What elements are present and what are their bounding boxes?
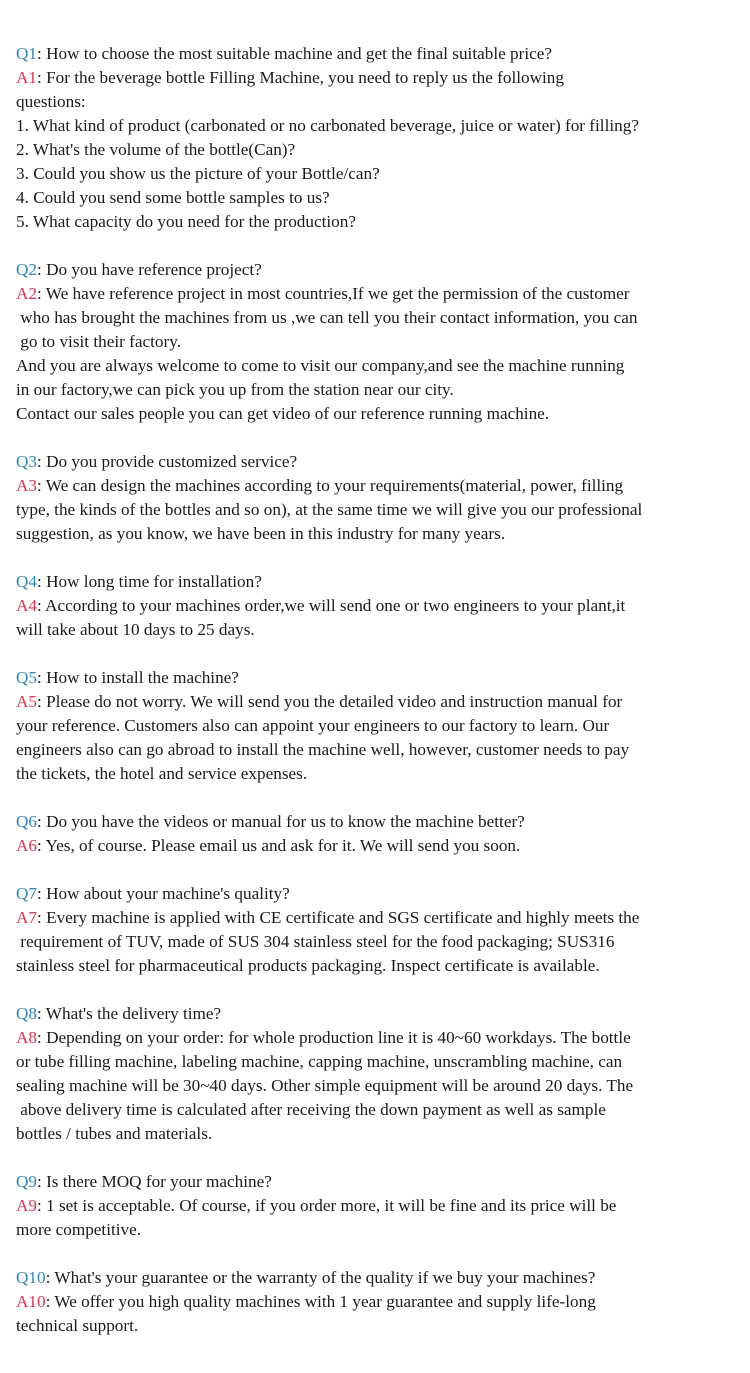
answer-line <box>16 162 748 186</box>
answer-text: sealing machine will be 30~40 days. Other simple equipment will be around 20 days. The <box>16 1076 634 1095</box>
question-tag: Q7 <box>16 884 38 903</box>
faq-item-q4 <box>16 570 748 642</box>
answer-text: : 1 set is acceptable. Of course, if you order more, it will be fine and its price will be <box>37 1196 617 1215</box>
answer-line <box>16 1050 748 1074</box>
answer-text: in our factory,we can pick you up from the station near our city. <box>16 380 454 399</box>
answer-line <box>16 138 748 162</box>
answer-text: stainless steel for pharmaceutical products packaging. Inspect certificate is available. <box>16 956 600 975</box>
answer-tag: A10 <box>16 1292 46 1311</box>
question-tag: Q2 <box>16 260 38 279</box>
answer-text: requirement of TUV, made of SUS 304 stainless steel for the food packaging; SUS316 <box>16 932 615 951</box>
answer-text: : Please do not worry. We will send you the detailed video and instruction manual for <box>37 692 623 711</box>
answer-tag: A8 <box>16 1028 38 1047</box>
answer-text: questions: <box>16 92 86 111</box>
answer-line <box>16 1098 748 1122</box>
question-line <box>16 1266 748 1290</box>
answer-text: : According to your machines order,we will send one or two engineers to your plant,it <box>37 596 626 615</box>
answer-line <box>16 498 748 522</box>
answer-text: : Yes, of course. Please email us and ask for it. We will send you soon. <box>37 836 521 855</box>
answer-text: : We have reference project in most countries,If we get the permission of the customer <box>37 284 630 303</box>
answer-text: And you are always welcome to come to visit our company,and see the machine running <box>16 356 625 375</box>
answer-text: type, the kinds of the bottles and so on), at the same time we will give you our professional <box>16 500 643 519</box>
question-line <box>16 810 748 834</box>
answer-tag: A7 <box>16 908 38 927</box>
question-tag: Q4 <box>16 572 38 591</box>
answer-line <box>16 594 748 618</box>
question-text: : How to install the machine? <box>37 668 239 687</box>
faq-list <box>16 42 748 1362</box>
question-tag: Q9 <box>16 1172 38 1191</box>
answer-text: more competitive. <box>16 1220 142 1239</box>
answer-line <box>16 1314 748 1338</box>
answer-tag: A2 <box>16 284 38 303</box>
question-text: : Do you provide customized service? <box>37 452 298 471</box>
answer-text: go to visit their factory. <box>16 332 181 351</box>
faq-item-q9 <box>16 1170 748 1242</box>
answer-line <box>16 1026 748 1050</box>
answer-line <box>16 762 748 786</box>
faq-item-q3 <box>16 450 748 546</box>
answer-line <box>16 330 748 354</box>
answer-text: 3. Could you show us the picture of your Bottle/can? <box>16 164 380 183</box>
answer-tag: A5 <box>16 692 38 711</box>
question-line <box>16 258 748 282</box>
answer-text: your reference. Customers also can appoint your engineers to our factory to learn. Our <box>16 716 610 735</box>
answer-text: the tickets, the hotel and service expenses. <box>16 764 308 783</box>
answer-text: suggestion, as you know, we have been in this industry for many years. <box>16 524 506 543</box>
question-line <box>16 570 748 594</box>
question-tag: Q1 <box>16 44 38 63</box>
answer-line <box>16 522 748 546</box>
question-text: : How long time for installation? <box>37 572 262 591</box>
answer-text: technical support. <box>16 1316 139 1335</box>
answer-line <box>16 378 748 402</box>
answer-line <box>16 714 748 738</box>
question-text: : How about your machine's quality? <box>37 884 290 903</box>
answer-tag: A1 <box>16 68 38 87</box>
answer-text: : Every machine is applied with CE certificate and SGS certificate and highly meets the <box>37 908 640 927</box>
question-tag: Q6 <box>16 812 38 831</box>
faq-item-q7 <box>16 882 748 978</box>
answer-text: 4. Could you send some bottle samples to us? <box>16 188 330 207</box>
answer-line <box>16 402 748 426</box>
question-text: : How to choose the most suitable machine and get the final suitable price? <box>37 44 553 63</box>
answer-text: engineers also can go abroad to install the machine well, however, customer needs to pay <box>16 740 630 759</box>
answer-line <box>16 738 748 762</box>
question-line <box>16 450 748 474</box>
question-tag: Q8 <box>16 1004 38 1023</box>
question-line <box>16 882 748 906</box>
question-text: : Do you have the videos or manual for us to know the machine better? <box>37 812 525 831</box>
faq-item-q10 <box>16 1266 748 1338</box>
answer-line <box>16 282 748 306</box>
answer-line <box>16 1218 748 1242</box>
answer-text: : We can design the machines according to your requirements(material, power, filling <box>37 476 624 495</box>
answer-text: 1. What kind of product (carbonated or no carbonated beverage, juice or water) for filling? <box>16 116 639 135</box>
answer-line <box>16 1194 748 1218</box>
answer-text: will take about 10 days to 25 days. <box>16 620 255 639</box>
faq-item-q6 <box>16 810 748 858</box>
answer-tag: A4 <box>16 596 38 615</box>
question-text: : What's your guarantee or the warranty of the quality if we buy your machines? <box>45 1268 596 1287</box>
answer-line <box>16 186 748 210</box>
question-line <box>16 1002 748 1026</box>
answer-line <box>16 474 748 498</box>
answer-text: Contact our sales people you can get video of our reference running machine. <box>16 404 550 423</box>
answer-line <box>16 354 748 378</box>
answer-text: or tube filling machine, labeling machine, capping machine, unscrambling machine, can <box>16 1052 623 1071</box>
answer-line <box>16 618 748 642</box>
answer-line <box>16 1290 748 1314</box>
answer-line <box>16 210 748 234</box>
question-line <box>16 42 748 66</box>
answer-line <box>16 954 748 978</box>
answer-line <box>16 906 748 930</box>
answer-line <box>16 1074 748 1098</box>
answer-line <box>16 66 748 90</box>
answer-text: : For the beverage bottle Filling Machine, you need to reply us the following <box>37 68 564 87</box>
answer-text: above delivery time is calculated after receiving the down payment as well as sample <box>16 1100 606 1119</box>
answer-text: who has brought the machines from us ,we can tell you their contact information, you can <box>16 308 638 327</box>
answer-tag: A6 <box>16 836 38 855</box>
question-tag: Q3 <box>16 452 38 471</box>
answer-text: 5. What capacity do you need for the production? <box>16 212 356 231</box>
answer-line <box>16 90 748 114</box>
answer-line <box>16 306 748 330</box>
answer-line <box>16 690 748 714</box>
question-line <box>16 1170 748 1194</box>
answer-line <box>16 1122 748 1146</box>
question-tag: Q10 <box>16 1268 46 1287</box>
answer-tag: A3 <box>16 476 38 495</box>
question-tag: Q5 <box>16 668 38 687</box>
answer-text: 2. What's the volume of the bottle(Can)? <box>16 140 296 159</box>
question-text: : What's the delivery time? <box>37 1004 222 1023</box>
answer-line <box>16 114 748 138</box>
faq-item-q8 <box>16 1002 748 1146</box>
question-text: : Do you have reference project? <box>37 260 262 279</box>
answer-text: bottles / tubes and materials. <box>16 1124 213 1143</box>
answer-text: : We offer you high quality machines with 1 year guarantee and supply life-long <box>45 1292 596 1311</box>
question-line <box>16 666 748 690</box>
answer-line <box>16 930 748 954</box>
answer-text: : Depending on your order: for whole production line it is 40~60 workdays. The bottle <box>37 1028 631 1047</box>
answer-tag: A9 <box>16 1196 38 1215</box>
answer-line <box>16 834 748 858</box>
faq-item-q1 <box>16 42 748 234</box>
faq-item-q5 <box>16 666 748 786</box>
faq-item-q2 <box>16 258 748 426</box>
question-text: : Is there MOQ for your machine? <box>37 1172 272 1191</box>
